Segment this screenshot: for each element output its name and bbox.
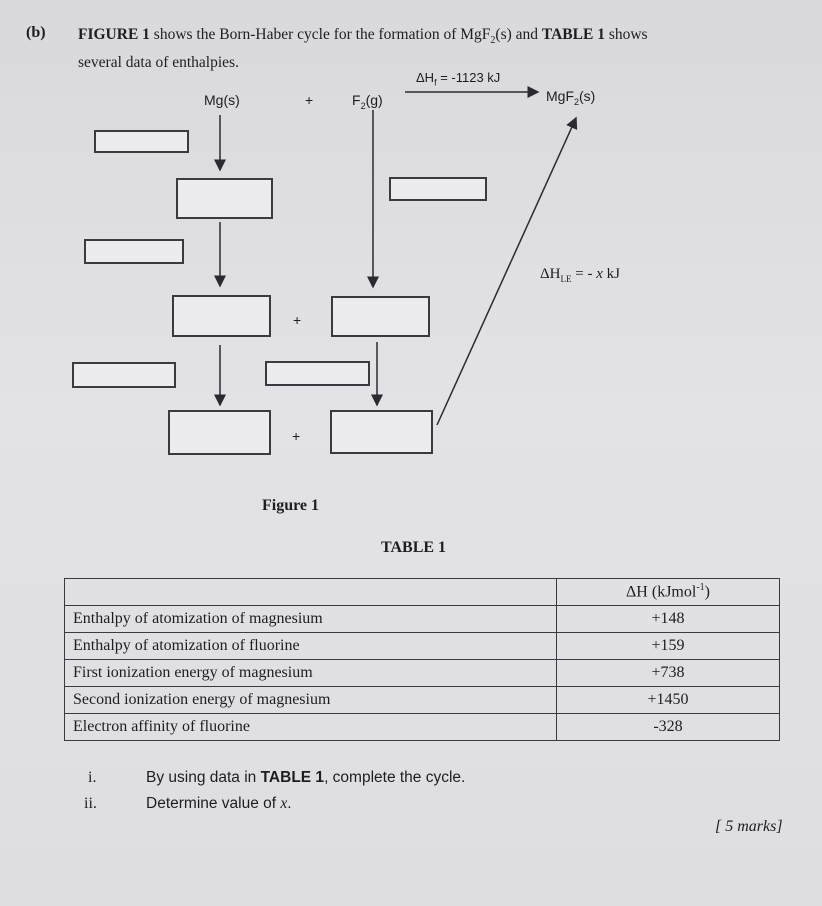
table-row — [65, 714, 780, 741]
mgf2-solid-label: MgF$_2$(s) — [546, 88, 596, 107]
table-title: TABLE 1 — [381, 539, 447, 556]
table-row — [65, 633, 780, 660]
marks-label: [ 5 marks] — [715, 818, 783, 835]
plus-sign-top: + — [305, 92, 314, 108]
task-2-number: ii. — [84, 795, 97, 812]
table-cell-label: Enthalpy of atomization of magnesium — [65, 606, 557, 633]
answer-box-enthalpy-2[interactable] — [84, 239, 184, 264]
enthalpy-table — [64, 578, 780, 741]
table-row — [65, 687, 780, 714]
f2-gas-label: $F_2(g)$ — [352, 92, 383, 111]
answer-box-species-mg-plus[interactable] — [172, 295, 271, 337]
task-1-number: i. — [88, 769, 97, 786]
answer-box-species-mg-2plus[interactable] — [168, 410, 271, 455]
table-header-row — [65, 579, 780, 606]
answer-box-enthalpy-1[interactable] — [94, 130, 189, 153]
table-cell-value: -328 — [557, 714, 780, 741]
task-1-text: By using data in TABLE 1, complete the cycle. — [146, 769, 466, 786]
question-label: (b) — [26, 24, 46, 41]
answer-box-enthalpy-f-atomization[interactable] — [389, 177, 487, 201]
table-cell-value: +738 — [557, 660, 780, 687]
table-cell-label: First ionization energy of magnesium — [65, 660, 557, 687]
intro-line-2: several data of enthalpies. — [78, 54, 239, 72]
mg-solid-label: Mg(s) — [204, 92, 240, 108]
table-cell-value: +159 — [557, 633, 780, 660]
table-cell-value: +1450 — [557, 687, 780, 714]
answer-box-species-mg-g[interactable] — [176, 178, 273, 219]
answer-box-species-f-minus[interactable] — [330, 410, 433, 454]
answer-box-species-f-g[interactable] — [331, 296, 430, 337]
formation-enthalpy-label: $\Delta H_f = -1123$ kJ — [416, 70, 501, 88]
plus-sign-bottom: + — [292, 428, 301, 444]
answer-box-enthalpy-3[interactable] — [72, 362, 176, 388]
lattice-energy-label: $\Delta H_{LE}$ = - x kJ — [540, 266, 620, 284]
table-row — [65, 606, 780, 633]
intro-line-1: FIGURE 1 shows the Born-Haber cycle for the formation of MgF$_2$(s) and TABLE 1 shows — [78, 26, 648, 47]
table-header-unit: ΔH (kJmol$^{-1}$) — [557, 579, 780, 606]
table-cell-value: +148 — [557, 606, 780, 633]
table-cell-label: Enthalpy of atomization of fluorine — [65, 633, 557, 660]
plus-sign-middle: + — [293, 312, 302, 328]
figure-caption: Figure 1 — [262, 497, 320, 514]
table-row — [65, 660, 780, 687]
table-cell-label: Second ionization energy of magnesium — [65, 687, 557, 714]
answer-box-enthalpy-electron-affinity[interactable] — [265, 361, 370, 386]
task-2-text: Determine value of x. — [146, 795, 292, 812]
table-cell-label: Electron affinity of fluorine — [65, 714, 557, 741]
table-header-blank — [65, 579, 557, 606]
